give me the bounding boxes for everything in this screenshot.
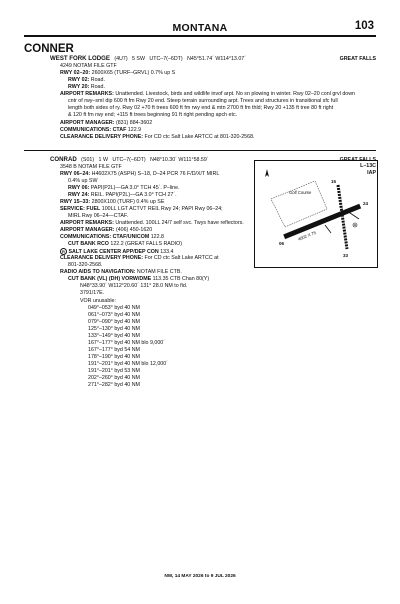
airport2-rwy1 xyxy=(60,171,219,177)
airport1-manager-phone: (831) 884-3602 xyxy=(115,120,153,126)
airport1-rwy02 xyxy=(68,77,105,83)
airport2-comm-label: COMMUNICATIONS: CTAF/UNICOM xyxy=(60,234,150,240)
airport1-remarks-label: AIRPORT REMARKS: xyxy=(60,91,114,97)
airport2-vor-3: 3791/17E. xyxy=(80,290,105,296)
airport2-rco-label: CUT BANK RCO xyxy=(68,241,109,247)
airport1-cd xyxy=(60,134,255,140)
airport2-rwy1-label: RWY 06–24: xyxy=(60,171,91,177)
airport2-chart-l13c: L–13C xyxy=(360,163,376,170)
north-arrow-icon xyxy=(265,169,269,177)
airport1-cd-label: CLEARANCE DELIVERY PHONE: xyxy=(60,134,143,140)
vor-unusable-item: 079°–090° byd 40 NM xyxy=(88,319,140,325)
airport2-service-2: MIRL Rwy 06–24—CTAF. xyxy=(68,213,129,219)
footer-effective-dates: NW, 14 MAY 2026 to 9 JUL 2026 xyxy=(164,574,236,579)
golf-course-label: Golf Course xyxy=(289,190,312,195)
airport1-rwy02-text: Road. xyxy=(90,77,105,83)
airport1-coords: N45°51.74´ W114°13.07´ xyxy=(187,56,246,62)
airport1-remarks-4: & 120 ft fm rwy end; +115 ft trees beginning 91 ft right pending apch etc. xyxy=(68,112,238,118)
vor-unusable-item: 167°–177° byd 40 NM blo 9,000´ xyxy=(88,340,165,346)
airport1-rwy02-label: RWY 02: xyxy=(68,77,90,83)
airport2-rwy24-text: REIL. PAPI(P2L)—GA 3.0° TCH 27´. xyxy=(90,192,177,198)
airport2-rwy06-label: RWY 06: xyxy=(68,185,90,191)
airport2-manager xyxy=(60,227,152,233)
airport-diagram xyxy=(254,160,378,268)
header-rule xyxy=(24,35,376,37)
vor-unusable-item: 133°–149° byd 40 NM xyxy=(88,333,140,339)
runway-dimension-label: 4602 X 75 xyxy=(297,229,317,242)
airport2-elev: 3548 B NOTAM FILE GTF xyxy=(60,164,122,170)
airport1-remarks-3: length both sides of ry. Rwy 02 +70 ft trees 600 ft fm rwy end & mtn 2700 ft fm thld; Rwy 20 +135 ft tree 80 ft right xyxy=(68,105,334,111)
airport1-rwy xyxy=(60,70,175,76)
airport2-vor-unusable: VOR unusable: xyxy=(80,298,116,304)
airport2-rwy06 xyxy=(68,185,180,191)
airport2-navaid-text: NOTAM FILE CTB. xyxy=(136,269,182,275)
airport2-rwy2-text: 2800X100 (TURF) 0.4% up SE xyxy=(91,199,165,205)
airport2-chart-iap: IAP xyxy=(367,169,376,176)
airport1-rwy-label: RWY 02–20: xyxy=(60,70,91,76)
vor-unusable-item: 271°–282° byd 40 NM xyxy=(88,382,140,388)
airport2-coords: N48°10.30´ W111°58.59´ xyxy=(150,157,209,163)
beacon-icon xyxy=(353,223,357,227)
city-name: CONNER xyxy=(24,43,74,55)
section-divider xyxy=(24,150,376,151)
runway-24-label: 24 xyxy=(363,201,369,206)
airport1-ident: (4U7) xyxy=(114,56,128,62)
airport2-app-label: SALT LAKE CENTER APP/DEP CON xyxy=(68,249,159,255)
airport1-rwy-text: 2600X65 (TURF–GRVL) 0.7% up S xyxy=(91,70,176,76)
airport2-app-freq: 133.4 xyxy=(160,249,174,255)
page-number: 103 xyxy=(354,20,374,32)
airport2-rwy2 xyxy=(60,199,164,205)
airport1-cd-text: For CD ctc Salt Lake ARTCC at 801-320-2568. xyxy=(144,134,255,140)
airport2-utc: UTC–7(–6DT) xyxy=(112,157,146,163)
airport2-service xyxy=(60,206,223,212)
airport2-remarks xyxy=(60,220,244,226)
airport1-comm xyxy=(60,127,141,133)
vor-unusable-item: 125°–130° byd 40 NM xyxy=(88,326,140,332)
airport2-manager-label: AIRPORT MANAGER: xyxy=(60,227,115,233)
airport2-rco-freq: 122.2 (GREAT FALLS RADIO) xyxy=(110,241,183,247)
airport1-header xyxy=(50,56,246,62)
airport1-manager xyxy=(60,120,152,126)
airport2-service-label: SERVICE: xyxy=(60,206,85,212)
airport2-name: CONRAD xyxy=(50,156,77,163)
runway-33-label: 33 xyxy=(343,253,349,258)
runway-06-label: 06 xyxy=(279,241,285,246)
vor-unusable-item: 178°–190° byd 40 NM xyxy=(88,354,140,360)
airport2-rwy24-label: RWY 24: xyxy=(68,192,90,198)
airport2-rwy06-text: PAPI(P2L)—GA 3.0° TCH 45´. P–line. xyxy=(90,185,180,191)
vor-unusable-item: 191°–201° byd 53 NM xyxy=(88,368,140,374)
airport2-rco xyxy=(68,241,182,247)
airport2-vor-2: N48°33.90´ W112°20.60´ 131° 28.0 NM to fld. xyxy=(80,283,188,289)
airport2-navaid xyxy=(60,269,182,275)
airport1-utc: UTC–7(–6DT) xyxy=(149,56,183,62)
airport2-region: GREAT FALLS xyxy=(339,157,376,163)
airport2-cd-text: For CD ctc Salt Lake ARTCC at xyxy=(144,255,219,261)
airport1-rwy20-label: RWY 20: xyxy=(68,84,90,90)
state-title: MONTANA xyxy=(172,22,228,34)
airport1-manager-label: AIRPORT MANAGER: xyxy=(60,120,115,126)
airport1-remarks-1 xyxy=(60,91,355,97)
airport2-service-text: 100LL LGT ACTVT REIL Rwy 24; PAPI Rwy 06–24; xyxy=(101,206,223,212)
airport2-rwy2-label: RWY 15–33: xyxy=(60,199,91,205)
airport1-name: WEST FORK LODGE xyxy=(50,55,110,62)
airport2-cd-label: CLEARANCE DELIVERY PHONE: xyxy=(60,255,143,261)
airport2-service-fuel: FUEL xyxy=(86,206,101,212)
airport2-navaid-label: RADIO AIDS TO NAVIGATION: xyxy=(60,269,136,275)
vor-unusable-item: 191°–201° byd 40 NM blo 12,000´ xyxy=(88,361,168,367)
vor-unusable-item: 167°–177° byd 54 NM xyxy=(88,347,140,353)
airport2-vor xyxy=(68,276,209,282)
airport2-header xyxy=(50,157,209,163)
airport1-region: GREAT FALLS xyxy=(339,56,376,62)
airport2-vor-label: CUT BANK (VL) (DH) VORW/DME xyxy=(68,276,152,282)
airport2-dist: 1 W xyxy=(98,157,108,163)
vor-unusable-item: 061°–073° byd 40 NM xyxy=(88,312,140,318)
airport1-remarks-text-1: Unattended. Livestock, birds and wildlife invof arpt. No sn plowing in winter. Rwy 02–20 conl grvl down xyxy=(115,91,356,97)
airport2-cd xyxy=(60,255,219,261)
vor-unusable-item: 049°–053° byd 40 NM xyxy=(88,305,140,311)
vor-unusable-item: 202°–260° byd 40 NM xyxy=(88,375,140,381)
airport1-remarks-2: cntr of rwy–smI dip 600 ft fm Rwy 20 end. Steep terrain surrounding arpt. Trees and structures in transitional sfc full xyxy=(68,98,338,104)
class-c-icon: R xyxy=(60,248,67,255)
airport2-comm xyxy=(60,234,164,240)
airport2-manager-phone: (406) 450-1620 xyxy=(115,227,153,233)
airport1-elev: 4249 NOTAM FILE GTF xyxy=(60,63,117,69)
airport1-rwy20-text: Road. xyxy=(90,84,105,90)
airport2-rwy1-text: H4602X75 (ASPH) S–18, D–24 PCR 76 F/D/X/T MIRL xyxy=(91,171,220,177)
airport2-rwy1-grad: 0.4% up SW xyxy=(68,178,98,184)
golf-course-outline xyxy=(271,181,327,227)
airport1-comm-label: COMMUNICATIONS: CTAF xyxy=(60,127,127,133)
airport2-remarks-text: Unattended. 100LL 24/7 self svc. Twys have reflectors. xyxy=(115,220,244,226)
airport1-comm-freq: 122.9 xyxy=(127,127,142,133)
airport2-cd-2: 801-320-2568. xyxy=(68,262,103,268)
airport2-remarks-label: AIRPORT REMARKS: xyxy=(60,220,114,226)
airport2-ident: (S01) xyxy=(81,157,95,163)
runway-06-24 xyxy=(283,204,361,239)
airport2-vor-text: 113.35 CTB Chan 80(Y) xyxy=(152,276,210,282)
runway-15-label: 15 xyxy=(331,179,337,184)
airport-diagram-svg xyxy=(255,161,377,267)
airport2-comm-freq: 122.8 xyxy=(150,234,164,240)
airport2-rwy24 xyxy=(68,192,177,198)
airport1-dist: 5 SW xyxy=(132,56,145,62)
airport1-rwy20 xyxy=(68,84,105,90)
